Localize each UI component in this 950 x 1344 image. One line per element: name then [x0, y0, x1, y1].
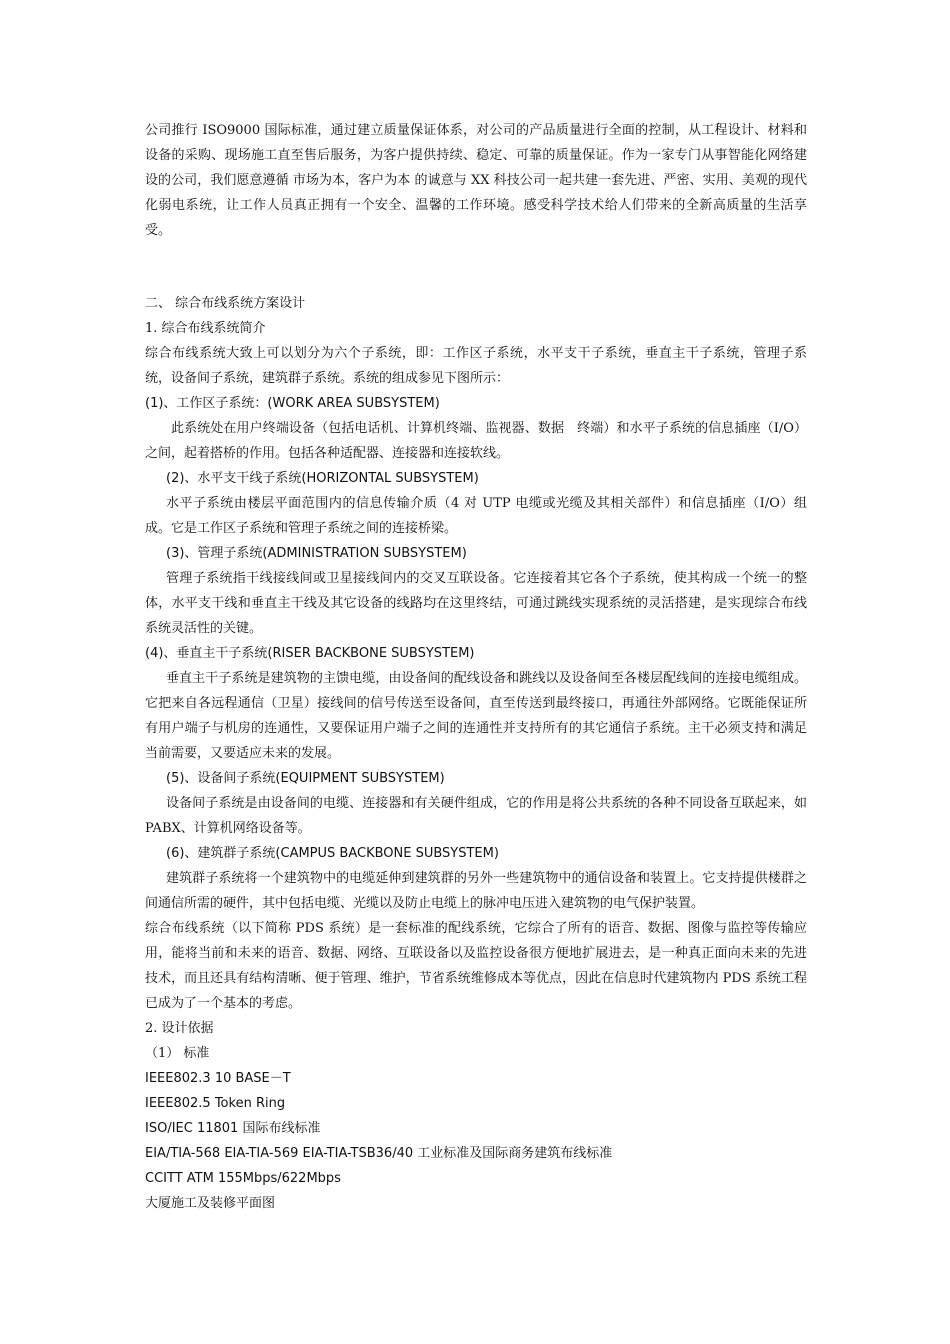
subsystem-title: (6)、建筑群子系统(CAMPUS BACKBONE SUBSYSTEM)	[166, 846, 499, 861]
standards-heading: （1） 标准	[145, 1046, 210, 1061]
standard-item: EIA/TIA-568 EIA-TIA-569 EIA-TIA-TSB36/40 工业标准及国际商务建筑布线标准	[145, 1146, 613, 1161]
subsystem-title: (5)、设备间子系统(EQUIPMENT SUBSYSTEM)	[166, 771, 445, 786]
standard-item: CCITT ATM 155Mbps/622Mbps	[145, 1171, 341, 1186]
subsystem-title: (4)、垂直主干子系统(RISER BACKBONE SUBSYSTEM)	[145, 646, 475, 661]
subsection-heading: 1. 综合布线系统简介	[145, 321, 266, 336]
spacer	[145, 243, 807, 291]
subsystem-body: 管理子系统指干线接线间或卫星接线间内的交叉互联设备。它连接着其它各个子系统，使其构成一个统一的整体，水平支干线和垂直主干线及其它设备的线路均在这里终结，可通过跳线实现系统的灵活搭建，是实现综合布线系统灵活性的关键。	[145, 571, 807, 636]
subsystem-body: 水平子系统由楼层平面范围内的信息传输介质（4 对 UTP 电缆或光缆及其相关部件）和信息插座（I/O）组成。它是工作区子系统和管理子系统之间的连接桥梁。	[145, 496, 807, 536]
subsystem-body: 建筑群子系统将一个建筑物中的电缆延伸到建筑群的另外一些建筑物中的通信设备和装置上。它支持提供楼群之间通信所需的硬件，其中包括电缆、光缆以及防止电缆上的脉冲电压进入建筑物的电气保护装置。	[145, 871, 807, 911]
subsection-heading: 2. 设计依据	[145, 1021, 214, 1036]
subsystem-title: (2)、水平支干线子系统(HORIZONTAL SUBSYSTEM)	[166, 471, 479, 486]
intro-paragraph: 公司推行 ISO9000 国际标准，通过建立质量保证体系，对公司的产品质量进行全面的控制，从工程设计、材料和设备的采购、现场施工直至售后服务，为客户提供持续、稳定、可靠的质量保证。作为一家专门从事智能化网络建设的公司，我们愿意遵循 市场为本，客户为本 的诚意与 XX 科技公司一起共建一套先进、严密、实用、美观的现代化弱电系统，让工作人员真正拥有一个安全、温馨的工作环境。感受科学技术给人们带来的全新高质量的生活享受。	[145, 123, 807, 238]
standard-item: 大厦施工及装修平面图	[145, 1196, 276, 1211]
standard-item: IEEE802.5 Token Ring	[145, 1096, 286, 1111]
subsystem-body: 此系统处在用户终端设备（包括电话机、计算机终端、监视器、数据 终端）和水平子系统的信息插座（I/O）之间，起着搭桥的作用。包括各种适配器、连接器和连接软线。	[145, 421, 807, 461]
standard-item: IEEE802.3 10 BASE－T	[145, 1071, 291, 1086]
subsystem-title: (1)、工作区子系统：(WORK AREA SUBSYSTEM)	[145, 396, 440, 411]
subsystem-body: 垂直主干子系统是建筑物的主馈电缆，由设备间的配线设备和跳线以及设备间至各楼层配线间的连接电缆组成。它把来自各远程通信（卫星）接线间的信号传送至设备间，直至传送到最终接口，再通往外部网络。它既能保证所有用户端子与机房的连通性，又要保证用户端子之间的连通性并支持所有的其它通信子系统。主干必须支持和满足当前需要，又要适应未来的发展。	[145, 671, 807, 761]
standard-item: ISO/IEC 11801 国际布线标准	[145, 1121, 321, 1136]
subsystem-body: 设备间子系统是由设备间的电缆、连接器和有关硬件组成，它的作用是将公共系统的各种不同设备互联起来，如 PABX、计算机网络设备等。	[145, 796, 807, 836]
section-heading: 二、 综合布线系统方案设计	[145, 296, 306, 311]
summary-paragraph: 综合布线系统（以下简称 PDS 系统）是一套标准的配线系统，它综合了所有的语音、数据、图像与监控等传输应用，能将当前和未来的语音、数据、网络、互联设备以及监控设备很方便地扩展进去，是一种真正面向未来的先进技术，而且还具有结构清晰、便于管理、维护，节省系统维修成本等优点，因此在信息时代建筑物内 PDS 系统工程已成为了一个基本的考虑。	[145, 921, 807, 1011]
document-page	[145, 118, 807, 1216]
overview-paragraph: 综合布线系统大致上可以划分为六个子系统，即：工作区子系统，水平支干子系统，垂直主干子系统，管理子系统，设备间子系统，建筑群子系统。系统的组成参见下图所示：	[145, 346, 807, 386]
subsystem-title: (3)、管理子系统(ADMINISTRATION SUBSYSTEM)	[166, 546, 467, 561]
